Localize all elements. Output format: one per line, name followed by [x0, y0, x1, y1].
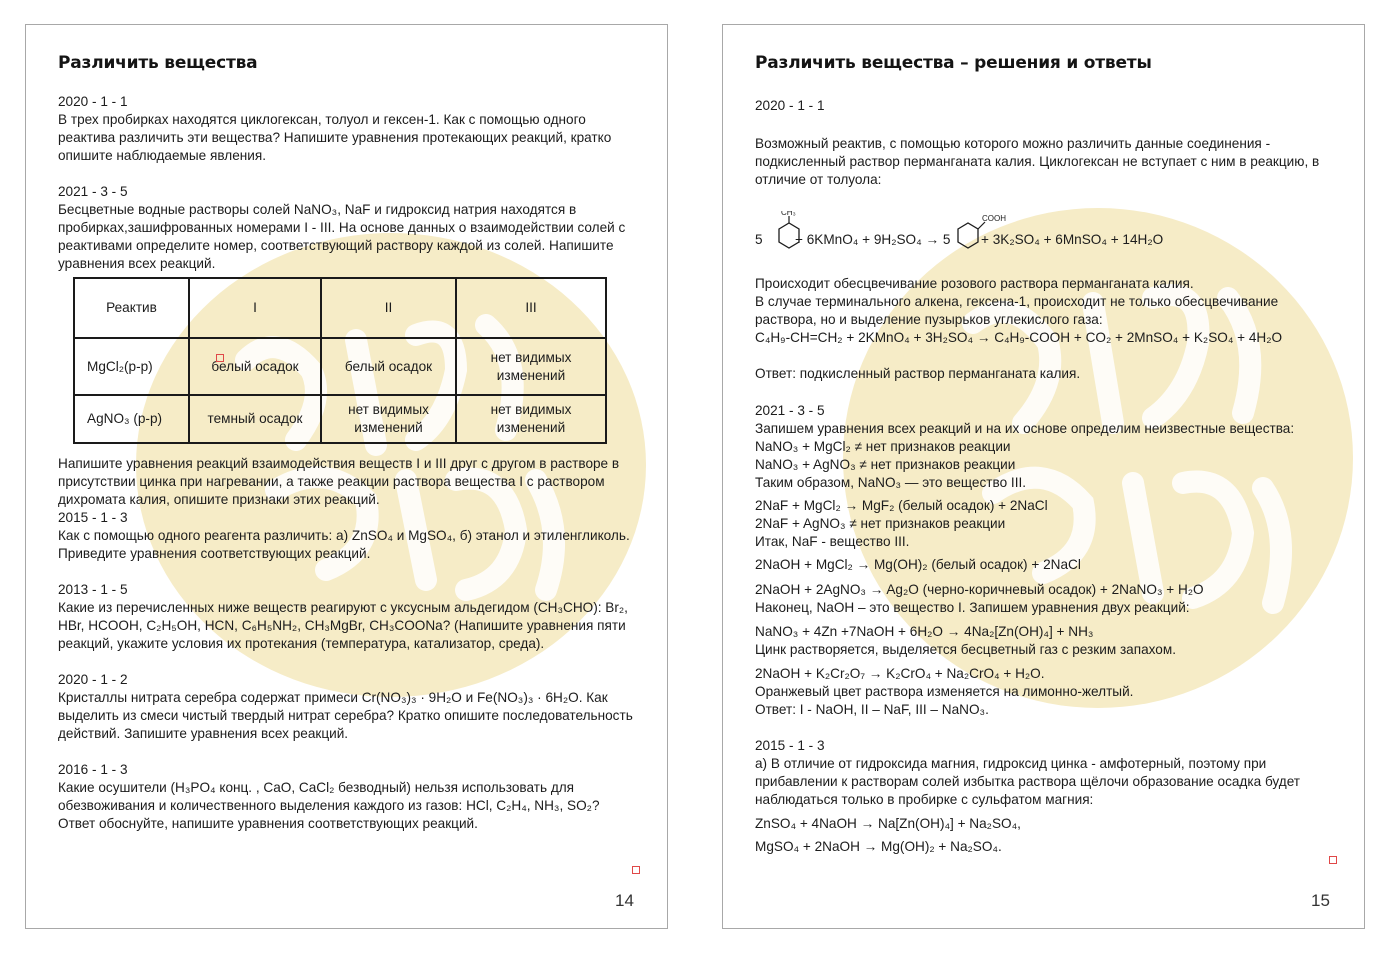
solution-text: Возможный реактив, с помощью которого можно различить данные соединения - подкисленный раствор перманганата калия. Циклогексан не вступает с ним в реакцию, в отличие от толуола:	[755, 136, 1320, 187]
task-block	[58, 509, 639, 563]
solution-line: 2NaOH + K₂Cr₂O₇ → K₂CrO₄ + Na₂CrO₄ + H₂O.	[755, 666, 1045, 681]
task-text: Какие из перечисленных ниже веществ реагируют с уксусным альдегидом (CH₃CHO): Br₂, HBr, HCOOH, C₂H₅OH, HCN, C₆H₅NH₂, CH₃MgBr, CH₃COONa? (Напишите уравнения пяти реакций, укажите условия их протекания (температура, катализатор, среда).	[58, 600, 628, 651]
task-block	[58, 93, 639, 165]
table-header-cell: I	[189, 278, 321, 338]
solution-line: Цинк растворяется, выделяется бесцветный газ с резким запахом.	[755, 642, 1176, 657]
task-block	[58, 761, 639, 833]
task-text: Кристаллы нитрата серебра содержат примеси Cr(NO₃)₃ · 9H₂O и Fe(NO₃)₃ · 6H₂O. Как выделить из смеси чистый твердый нитрат серебра? Кратко опишите последовательность действий. Запишите уравнения всех реакций.	[58, 690, 633, 741]
right-page	[722, 24, 1365, 929]
table-cell: нет видимых изменений	[456, 338, 606, 395]
solution-line: 2NaF + AgNO₃ ≠ нет признаков реакции	[755, 516, 1006, 531]
table-cell: AgNO₃ (р-р)	[74, 395, 189, 443]
table-cell: белый осадок	[189, 338, 321, 395]
solution-block	[755, 497, 1336, 551]
solution-line: 2NaOH + MgCl₂ → Mg(OH)₂ (белый осадок) + 2NaCl	[755, 557, 1081, 572]
ch3-label: CH₃	[781, 211, 796, 217]
solution-line: Ответ: I - NaOH, II – NaF, III – NaNO₃.	[755, 702, 989, 717]
task-code: 2015 - 1 - 3	[58, 510, 128, 525]
task-block	[58, 455, 639, 509]
task-block	[58, 581, 639, 653]
left-page	[25, 24, 668, 929]
page-title: Различить вещества – решения и ответы	[755, 53, 1152, 73]
solution-block	[755, 402, 1336, 492]
task-code: 2020 - 1 - 2	[58, 672, 128, 687]
solution-line: 2NaOH + 2AgNO₃ → Ag₂O (черно-коричневый осадок) + 2NaNO₃ + H₂O	[755, 582, 1204, 597]
edit-mark-icon	[1329, 856, 1337, 864]
solution-line: NaNO₃ + 4Zn +7NaOH + 6H₂O → 4Na₂[Zn(OH)₄] + NH₃	[755, 624, 1094, 639]
page-number: 15	[1311, 891, 1330, 910]
table-header-cell: II	[321, 278, 456, 338]
solution-line: NaNO₃ + MgCl₂ ≠ нет признаков реакции	[755, 439, 1011, 454]
solution-block	[755, 623, 1336, 659]
solution-line: В случае терминального алкена, гексена-1, происходит не только обесцвечивание раствора, но и выделение пузырьков углекислого газа:	[755, 294, 1279, 327]
solution-line: ZnSO₄ + 4NaOH → Na[Zn(OH)₄] + Na₂SO₄,	[755, 816, 1021, 831]
toluene-oxidation-equation	[755, 211, 1315, 261]
solution-block	[755, 556, 1336, 574]
solution-code: 2015 - 1 - 3	[755, 738, 825, 753]
table-row	[74, 278, 606, 338]
table-header-cell: Реактив	[74, 278, 189, 338]
table-cell: MgCl₂(р-р)	[74, 338, 189, 395]
equation-coefficient: 5	[755, 232, 763, 247]
solution-line: NaNO₃ + AgNO₃ ≠ нет признаков реакции	[755, 457, 1016, 472]
solution-block	[755, 737, 1336, 809]
equation-tail: + 3K₂SO₄ + 6MnSO₄ + 14H₂O	[981, 232, 1164, 247]
table-cell: белый осадок	[321, 338, 456, 395]
table-cell: нет видимых изменений	[321, 395, 456, 443]
edit-mark-icon	[216, 354, 224, 362]
page-title: Различить вещества	[58, 53, 258, 73]
table-row	[74, 338, 606, 395]
solution-block	[755, 838, 1336, 856]
solution-line: Итак, NaF - вещество III.	[755, 534, 910, 549]
solution-line: Наконец, NaOH – это вещество I. Запишем уравнения двух реакций:	[755, 600, 1190, 615]
solution-line: Таким образом, NaNO₃ — это вещество III.	[755, 475, 1027, 490]
table-row	[74, 395, 606, 443]
table-cell: темный осадок	[189, 395, 321, 443]
answer-line: Ответ: подкисленный раствор перманганата калия.	[755, 366, 1081, 381]
solution-code: 2021 - 3 - 5	[755, 403, 825, 418]
edit-mark-icon	[632, 866, 640, 874]
task-text: Бесцветные водные растворы солей NaNO₃, NaF и гидроксид натрия находятся в пробирках,зашифрованных номерами I - III. На основе данных о взаимодействии солей с реактивами определите номер, соответствующий раствору каждой из солей. Напишите уравнения всех реакций.	[58, 202, 626, 271]
page-number: 14	[615, 891, 634, 910]
task-block	[58, 183, 639, 273]
task-code: 2016 - 1 - 3	[58, 762, 128, 777]
table-cell: нет видимых изменений	[456, 395, 606, 443]
solution-line: Происходит обесцвечивание розового раствора перманганата калия.	[755, 276, 1194, 291]
solution-code: 2020 - 1 - 1	[755, 98, 825, 113]
solution-line: MgSO₄ + 2NaOH → Mg(OH)₂ + Na₂SO₄.	[755, 839, 1002, 854]
equation-middle: + 6KMnO₄ + 9H₂SO₄ → 5	[795, 232, 951, 247]
solution-line: 2NaF + MgCl₂ → MgF₂ (белый осадок) + 2NaCl	[755, 498, 1048, 513]
table-header-cell: III	[456, 278, 606, 338]
solution-block	[755, 581, 1336, 617]
reagent-table	[73, 277, 607, 444]
solution-block	[755, 665, 1336, 719]
cooh-label: COOH	[982, 214, 1006, 223]
solution-block	[755, 815, 1336, 833]
task-code: 2013 - 1 - 5	[58, 582, 128, 597]
task-text: Как с помощью одного реагента различить: а) ZnSO₄ и MgSO₄, б) этанол и этиленгликоль. Приведите уравнения соответствующих реакций.	[58, 528, 630, 561]
solution-block	[755, 275, 1336, 347]
solution-line: а) В отличие от гидроксида магния, гидроксид цинка - амфотерный, поэтому при прибавлении к растворам солей избытка раствора щёлочи образование осадка будет наблюдаться только в пробирке с сульфатом магния:	[755, 756, 1301, 807]
solution-line: C₄H₉-CH=CH₂ + 2KMnO₄ + 3H₂SO₄ → C₄H₉-COOH + CO₂ + 2MnSO₄ + K₂SO₄ + 4H₂O	[755, 330, 1283, 345]
solution-line: Запишем уравнения всех реакций и на их основе определим неизвестные вещества:	[755, 421, 1295, 436]
task-code: 2020 - 1 - 1	[58, 94, 128, 109]
task-block	[58, 671, 639, 743]
task-text: Какие осушители (H₃PO₄ конц. , CaO, CaCl₂ безводный) нельзя использовать для обезвоживания и количественного выделения каждого из газов: HCl, C₂H₄, NH₃, SO₂? Ответ обоснуйте, напишите уравнения соответствующих реакций.	[58, 780, 600, 831]
task-text: В трех пробирках находятся циклогексан, толуол и гексен-1. Как с помощью одного реактива различить эти вещества? Напишите уравнения протекающих реакций, кратко опишите наблюдаемые явления.	[58, 112, 612, 163]
solution-line: Оранжевый цвет раствора изменяется на лимонно-желтый.	[755, 684, 1134, 699]
task-code: 2021 - 3 - 5	[58, 184, 128, 199]
task-text: Напишите уравнения реакций взаимодействия веществ I и III друг с другом в растворе в присутствии цинка при нагревании, а также реакции раствора вещества I с раствором дихромата калия, опишите признаки этих реакций.	[58, 456, 620, 507]
